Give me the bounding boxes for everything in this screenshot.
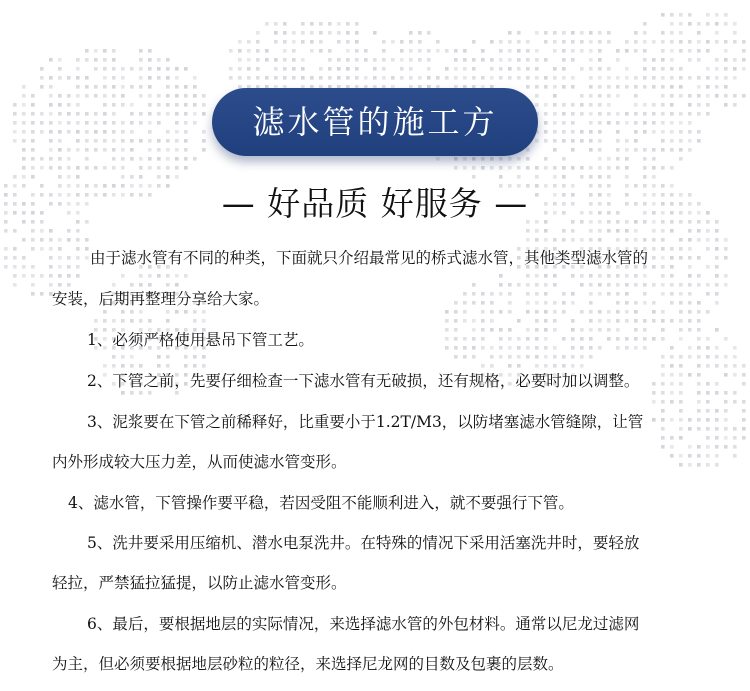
paragraph-intro-line-1: 由于滤水管有不同的种类，下面就只介绍最常见的桥式滤水管，其他类型滤水管的 xyxy=(90,249,649,267)
paragraph-intro-line-2: 安装，后期再整理分享给大家。 xyxy=(52,290,270,308)
step-6-line-1: 6、最后，要根据地层的实际情况，来选择滤水管的外包材料。通常以尼龙过滤网 xyxy=(87,615,640,633)
step-4: 4、滤水管，下管操作要平稳，若因受阻不能顺利进入，就不要强行下管。 xyxy=(68,494,574,512)
step-3-line-2: 内外形成较大压力差，从而使滤水管变形。 xyxy=(52,453,347,471)
step-5-line-1: 5、洗井要采用压缩机、潜水电泵洗井。在特殊的情况下采用活塞洗井时，要轻放 xyxy=(87,534,640,552)
step-2: 2、下管之前，先要仔细检查一下滤水管有无破损，还有规格，必要时加以调整。 xyxy=(87,372,640,390)
step-1: 1、必须严格使用悬吊下管工艺。 xyxy=(87,331,314,349)
step-6-line-2: 为主，但必须要根据地层砂粒的粒径，来选择尼龙网的目数及包裹的层数。 xyxy=(52,655,564,673)
subtitle-slogan: — 好品质 好服务 — xyxy=(221,184,529,223)
banner-title: 滤水管的施工方 xyxy=(252,103,498,141)
title-banner xyxy=(212,88,538,156)
step-5-line-2: 轻拉，严禁猛拉猛提，以防止滤水管变形。 xyxy=(52,574,347,592)
step-3-line-1: 3、泥浆要在下管之前稀释好，比重要小于1.2T/M3，以防堵塞滤水管缝隙，让管 xyxy=(87,413,644,431)
